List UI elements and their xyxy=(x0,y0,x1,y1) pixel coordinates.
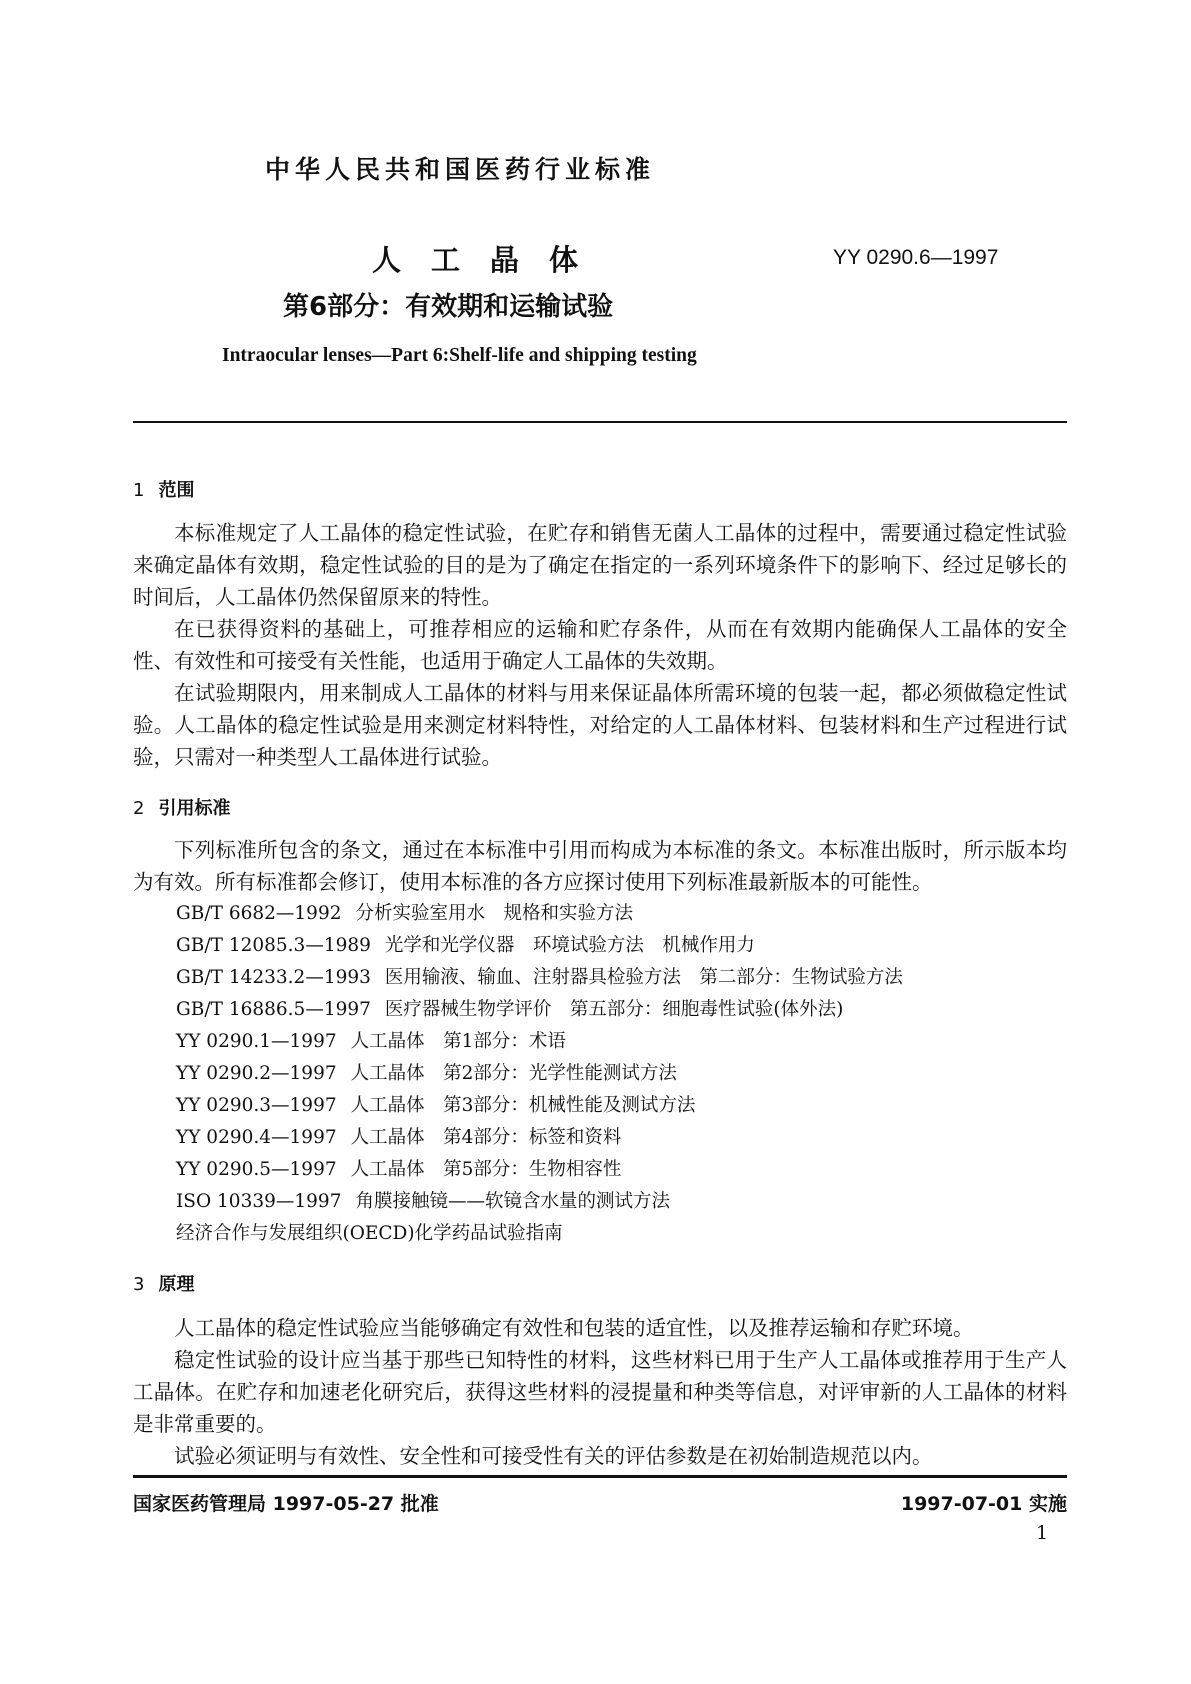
reference-item xyxy=(176,962,903,994)
reference-title: 人工晶体 第5部分：生物相容性 xyxy=(350,1159,622,1180)
reference-title: 医用输液、输血、注射器具检验方法 第二部分：生物试验方法 xyxy=(384,967,903,988)
reference-item xyxy=(176,1154,903,1186)
reference-title: 光学和光学仪器 环境试验方法 机械作用力 xyxy=(384,935,755,956)
section-body-scope xyxy=(133,517,1067,773)
reference-item xyxy=(176,1026,903,1058)
reference-item xyxy=(176,1090,903,1122)
reference-title: 经济合作与发展组织(OECD)化学药品试验指南 xyxy=(176,1223,563,1244)
reference-title: 角膜接触镜——软镜含水量的测试方法 xyxy=(355,1191,670,1212)
section-heading-references xyxy=(133,794,230,820)
paragraph: 下列标准所包含的条文，通过在本标准中引用而构成为本标准的条文。本标准出版时，所示版本均为有效。所有标准都会修订，使用本标准的各方应探讨使用下列标准最新版本的可能性。 xyxy=(133,838,1067,894)
document-subtitle: 第6部分：有效期和运输试验 xyxy=(283,292,614,322)
section-number: 1 xyxy=(133,480,145,501)
reference-code: GB/T 12085.3—1989 xyxy=(176,935,371,956)
section-body-principle xyxy=(133,1312,1067,1472)
section-number: 3 xyxy=(133,1274,145,1295)
reference-code: YY 0290.2—1997 xyxy=(176,1063,337,1084)
reference-list xyxy=(176,898,903,1250)
reference-code: YY 0290.1—1997 xyxy=(176,1031,337,1052)
reference-title: 人工晶体 第4部分：标签和资料 xyxy=(350,1127,622,1148)
section-heading-principle xyxy=(133,1270,194,1296)
reference-code: ISO 10339—1997 xyxy=(176,1191,342,1212)
english-title: Intraocular lenses—Part 6:Shelf-life and shipping testing xyxy=(222,345,697,366)
reference-code: GB/T 16886.5—1997 xyxy=(176,999,371,1020)
approval-date: 国家医药管理局 1997-05-27 批准 xyxy=(133,1493,439,1515)
reference-title: 人工晶体 第2部分：光学性能测试方法 xyxy=(350,1063,677,1084)
reference-title: 分析实验室用水 规格和实验方法 xyxy=(355,903,634,924)
effective-date: 1997-07-01 实施 xyxy=(900,1493,1067,1515)
reference-item xyxy=(176,994,903,1026)
section-title: 引用标准 xyxy=(158,798,231,819)
reference-code: GB/T 6682—1992 xyxy=(176,903,342,924)
reference-code: YY 0290.3—1997 xyxy=(176,1095,337,1116)
reference-item xyxy=(176,898,903,930)
section-body-references xyxy=(133,834,1067,898)
paragraph: 人工晶体的稳定性试验应当能够确定有效性和包装的适宜性，以及推荐运输和存贮环境。 xyxy=(174,1316,974,1340)
paragraph: 在已获得资料的基础上，可推荐相应的运输和贮存条件，从而在有效期内能确保人工晶体的安全性、有效性和可接受有关性能，也适用于确定人工晶体的失效期。 xyxy=(133,617,1067,673)
section-title: 范围 xyxy=(158,480,195,501)
paragraph: 在试验期限内，用来制成人工晶体的材料与用来保证晶体所需环境的包装一起，都必须做稳定性试验。人工晶体的稳定性试验是用来测定材料特性，对给定的人工晶体材料、包装材料和生产过程进行试验，只需对一种类型人工晶体进行试验。 xyxy=(133,681,1067,769)
issuing-body-header: 中华人民共和国医药行业标准 xyxy=(265,155,656,184)
paragraph: 稳定性试验的设计应当基于那些已知特性的材料，这些材料已用于生产人工晶体或推荐用于生产人工晶体。在贮存和加速老化研究后，获得这些材料的浸提量和种类等信息，对评审新的人工晶体的材料是非常重要的。 xyxy=(133,1348,1067,1436)
header-divider xyxy=(133,421,1067,423)
paragraph: 试验必须证明与有效性、安全性和可接受性有关的评估参数是在初始制造规范以内。 xyxy=(174,1444,933,1468)
reference-code: YY 0290.5—1997 xyxy=(176,1159,337,1180)
reference-title: 人工晶体 第1部分：术语 xyxy=(350,1031,566,1052)
paragraph: 本标准规定了人工晶体的稳定性试验，在贮存和销售无菌人工晶体的过程中，需要通过稳定性试验来确定晶体有效期，稳定性试验的目的是为了确定在指定的一系列环境条件下的影响下、经过足够长的时间后，人工晶体仍然保留原来的特性。 xyxy=(133,521,1067,609)
footer-divider xyxy=(133,1475,1067,1478)
reference-item xyxy=(176,1058,903,1090)
standard-code: YY 0290.6—1997 xyxy=(833,246,999,269)
reference-title: 人工晶体 第3部分：机械性能及测试方法 xyxy=(350,1095,696,1116)
section-title: 原理 xyxy=(158,1274,195,1295)
reference-item xyxy=(176,1122,903,1154)
document-title: 人工晶体 xyxy=(372,243,609,277)
reference-item xyxy=(176,930,903,962)
section-heading-scope xyxy=(133,476,194,502)
reference-item xyxy=(176,1218,903,1250)
reference-code: GB/T 14233.2—1993 xyxy=(176,967,371,988)
page-number: 1 xyxy=(1036,1522,1049,1544)
reference-item xyxy=(176,1186,903,1218)
reference-title: 医疗器械生物学评价 第五部分：细胞毒性试验(体外法) xyxy=(384,999,844,1020)
section-number: 2 xyxy=(133,798,145,819)
reference-code: YY 0290.4—1997 xyxy=(176,1127,337,1148)
